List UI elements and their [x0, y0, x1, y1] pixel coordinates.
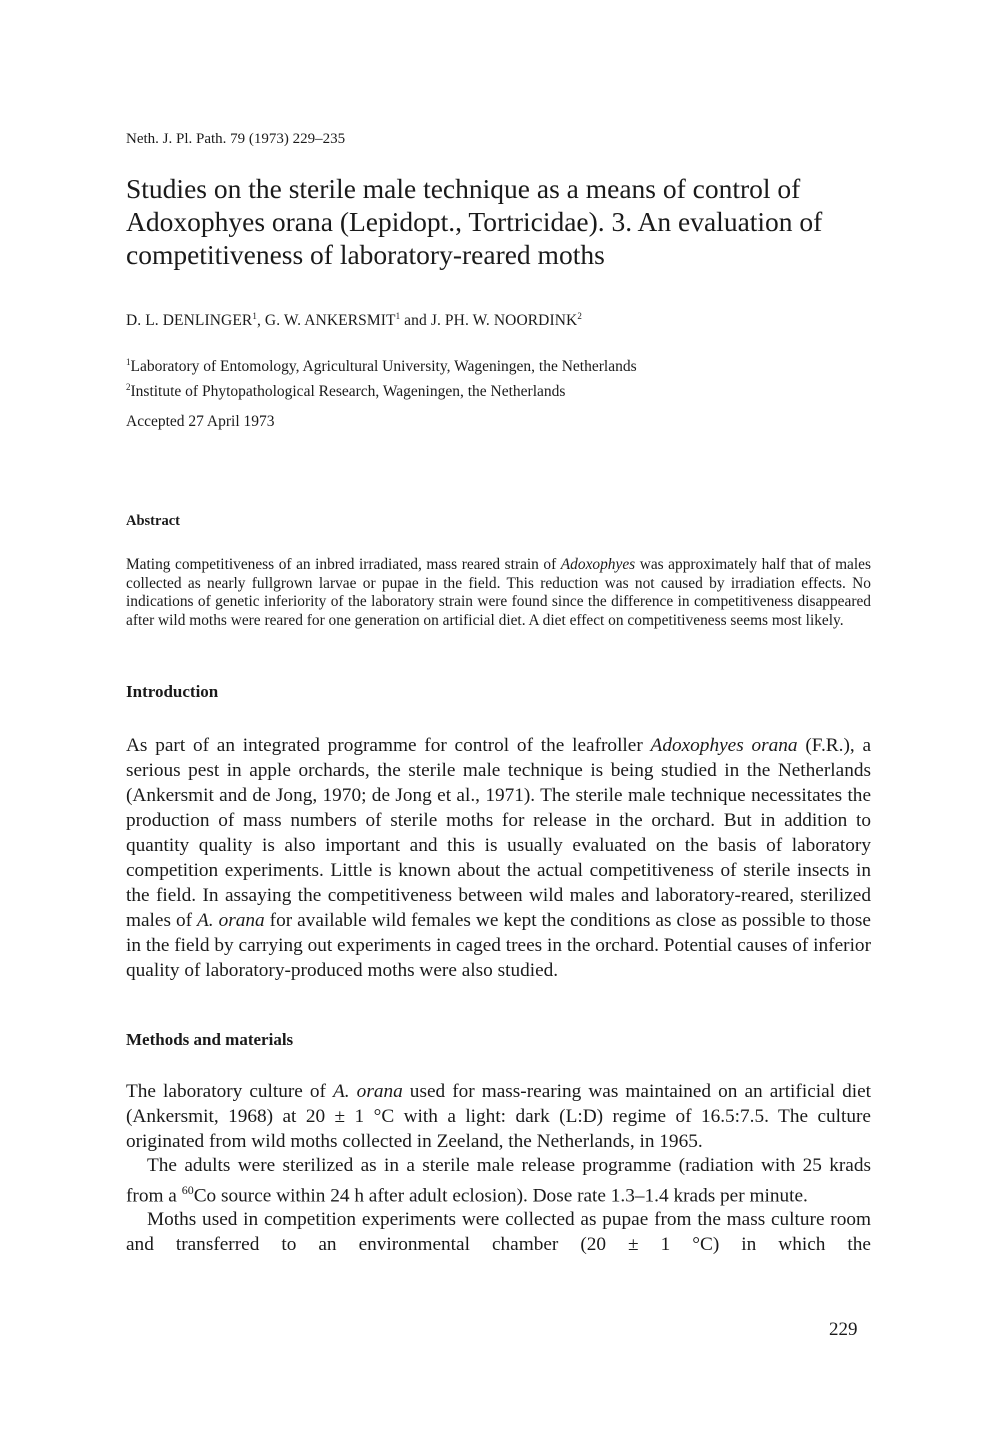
page-number: 229	[829, 1319, 858, 1340]
text-run: (F.R.), a serious pest in apple orchards, the sterile male technique is being studied in the Netherlands (Ankersmit and de Jong, 1970; de Jong et al., 1971). The sterile male technique necessitates the production of mass numbers of sterile moths for release in the orchard. But in addition to quantity quality is also important and this is usually evaluated on the basis of laboratory competition experiments. Little is known about the actual competitiveness of sterile insects in the field. In assaying the competitiveness between wild males and laboratory-reared, sterilized males of	[126, 735, 872, 931]
author-name: G. W. ANKERSMIT	[264, 312, 396, 329]
species-name: Adoxophyes	[560, 556, 636, 573]
text-run: As part of an integrated programme for control of the leafroller	[126, 735, 651, 756]
paragraph	[126, 1153, 871, 1208]
species-name: A. orana	[333, 1081, 403, 1102]
author-name: D. L. DENLINGER	[126, 312, 253, 329]
author-separator: and	[400, 312, 431, 329]
affiliation-marker: 2	[577, 311, 582, 321]
introduction-body	[126, 733, 871, 983]
affiliation-line	[126, 352, 637, 377]
text-run: Co source within 24 h after adult eclosion). Dose rate 1.3–1.4 krads per minute.	[193, 1185, 808, 1207]
journal-citation: Neth. J. Pl. Path. 79 (1973) 229–235	[126, 131, 346, 147]
text-run: The laboratory culture of	[126, 1081, 334, 1102]
affiliations	[126, 352, 637, 402]
abstract-text-run: Mating competitiveness of an inbred irradiated, mass reared strain of	[126, 556, 561, 573]
methods-body	[126, 1079, 871, 1257]
species-name: A. orana	[197, 910, 265, 931]
text-run: used for mass-rearing was maintained on an artificial diet (Ankersmit, 1968) at 20 ± 1 °C with a light: dark (L:D) regime of 16.5:7.5. The culture originated from wild moths collected in Zeeland, the Netherlands, in 1965.	[126, 1081, 871, 1152]
affiliation-marker: 1	[252, 311, 257, 321]
paragraph	[126, 1079, 871, 1154]
abstract-text	[126, 556, 871, 630]
affiliation-text: Institute of Phytopathological Research, Wageningen, the Netherlands	[130, 383, 566, 400]
article-title: Studies on the sterile male technique as a means of control of Adoxophyes orana (Lepidopt., Tortricidae). 3. An evaluation of competitiveness of laboratory-reared moths	[126, 173, 823, 270]
paragraph: Moths used in competition experiments were collected as pupae from the mass culture room and transferred to an environmental chamber (20 ± 1 °C) in which the	[126, 1209, 871, 1256]
author-separator: ,	[256, 312, 265, 329]
section-heading-introduction: Introduction	[126, 682, 219, 701]
affiliation-text: Laboratory of Entomology, Agricultural University, Wageningen, the Netherlands	[130, 358, 637, 375]
text-run: for available wild females we kept the conditions as close as possible to those in the field by carrying out experiments in caged trees in the orchard. Potential causes of inferior quality of laboratory-produced moths were also studied.	[126, 910, 871, 981]
author-name: J. PH. W. NOORDINK	[430, 312, 578, 329]
abstract-heading: Abstract	[126, 513, 180, 529]
author-list	[126, 311, 582, 330]
paragraph	[126, 733, 871, 983]
affiliation-marker: 2	[126, 382, 131, 392]
isotope-superscript: 60	[181, 1183, 194, 1197]
affiliation-marker: 1	[395, 311, 401, 321]
accepted-date: Accepted 27 April 1973	[126, 413, 275, 430]
affiliation-line	[126, 377, 637, 402]
species-name: Adoxophyes orana	[650, 735, 798, 756]
affiliation-marker: 1	[126, 357, 131, 367]
section-heading-methods: Methods and materials	[126, 1030, 294, 1049]
text-run: The adults were sterilized as in a sterile male release programme (radiation with 25 krads from a	[126, 1155, 871, 1207]
abstract-text-run: was approximately half that of males collected as nearly fullgrown larvae or pupae in the field. This reduction was not caused by irradiation effects. No indications of genetic inferiority of the laboratory strain were found since the difference in competitiveness disappeared after wild moths were reared for one generation on artificial diet. A diet effect on competitiveness seems most likely.	[126, 556, 871, 629]
